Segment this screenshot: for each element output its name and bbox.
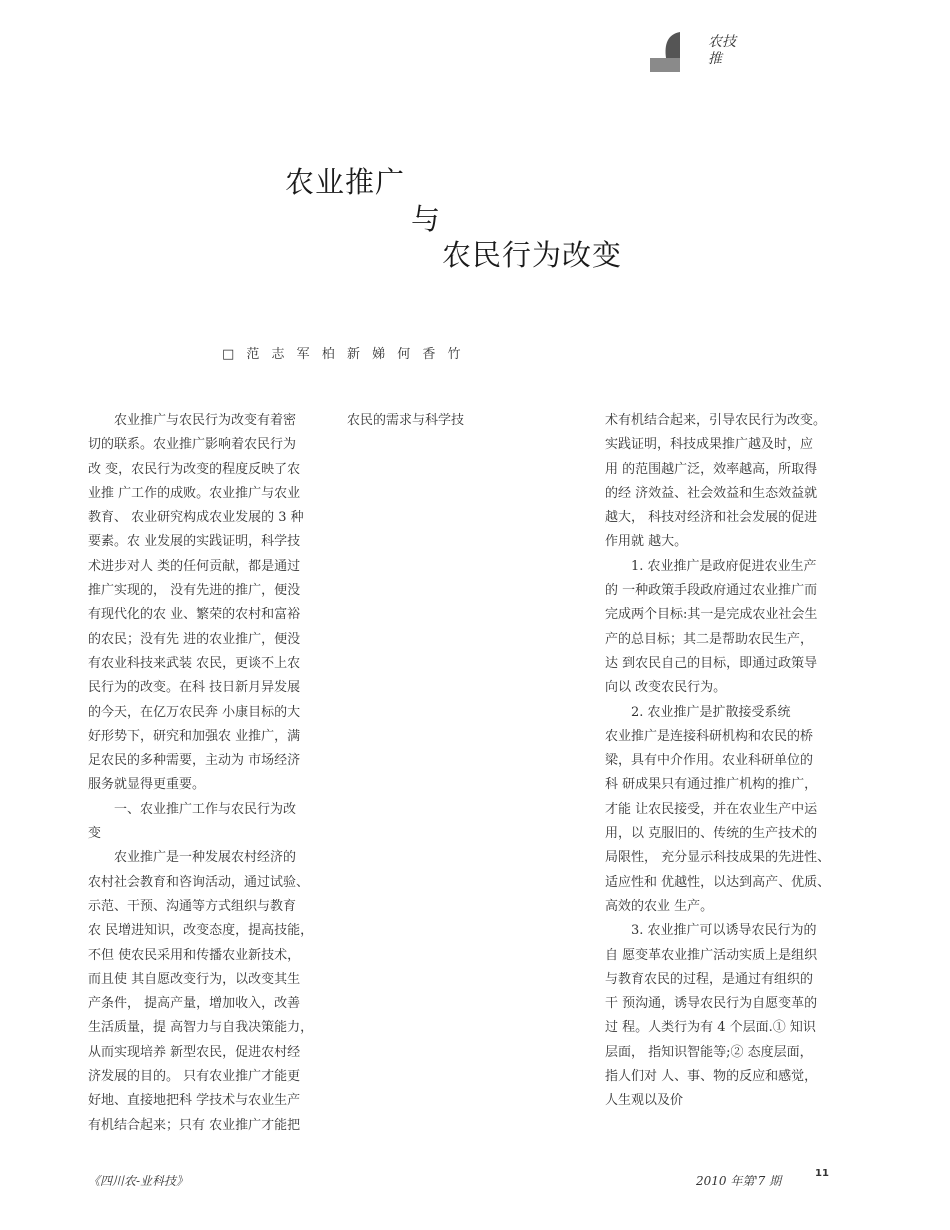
text-line: 农业推广是一种发展农村经济的 xyxy=(88,850,297,866)
text-line: 2. 农业推广是扩散接受系统 xyxy=(605,704,791,720)
text-line: 农村社会教育和咨询活动，通过试验、 xyxy=(88,874,310,890)
text-line: 变 xyxy=(88,826,102,842)
text-line: 过 程。人类行为有 4 个层面.① 知识 xyxy=(605,1020,816,1036)
text-line: 科 研成果只有通过推广机构的推广， xyxy=(605,777,818,793)
text-line: 农业推广是连接科研机构和农民的桥 xyxy=(605,728,814,744)
text-line: 实践证明，科技成果推广越及时，应 xyxy=(605,437,814,453)
text-line: 的 一种政策手段政府通过农业推广而 xyxy=(605,583,818,599)
text-line: 足农民的多种需要，主动为 市场经济 xyxy=(88,753,301,769)
text-line: 切的联系。农业推广影响着农民行为 xyxy=(88,437,297,453)
text-line: 高效的农业 生产。 xyxy=(605,898,714,914)
text-line: 3. 农业推广可以诱导农民行为的 xyxy=(605,923,817,939)
text-line: 用 的范围越广泛，效率越高，所取得 xyxy=(605,461,818,477)
text-line: 产条件， 提高产量，增加收入，改善 xyxy=(88,996,301,1012)
text-column-1 xyxy=(88,409,313,1138)
journal-section-logo-icon xyxy=(650,32,680,72)
text-line: 有现代化的农 业、繁荣的农村和富裕 xyxy=(88,607,301,623)
text-line: 而且使 其自愿改变行为，以改变其生 xyxy=(88,971,301,987)
text-line: 梁，具有中介作用。农业科研单位的 xyxy=(605,753,814,769)
text-line: 从而实现培养 新型农民，促进农村经 xyxy=(88,1044,301,1060)
text-line: 服务就显得更重要。 xyxy=(88,777,206,793)
text-line: 作用就 越大。 xyxy=(605,534,688,550)
section-label-line-1: 农技 xyxy=(708,34,736,50)
text-line: 的经 济效益、社会效益和生态效益就 xyxy=(605,485,818,501)
text-line: 适应性和 优越性，以达到高产、优质、 xyxy=(605,874,831,890)
text-line: 局限性， 充分显示科技成果的先进性、 xyxy=(605,850,831,866)
text-line: 术进步对人 类的任何贡献，都是通过 xyxy=(88,558,301,574)
text-line: 用，以 克服旧的、传统的生产技术的 xyxy=(605,826,818,842)
text-line: 不但 使农民采用和传播农业新技术， xyxy=(88,947,301,963)
text-line: 业推 广工作的成败。农业推广与农业 xyxy=(88,485,301,501)
text-line: 层面， 指知识智能等;② 态度层面， xyxy=(605,1044,813,1060)
text-line: 向以 改变农民行为。 xyxy=(605,680,727,696)
text-line: 示范、干预、沟通等方式组织与教育 xyxy=(88,898,297,914)
text-line: 有农业科技来武装 农民，更谈不上农 xyxy=(88,655,301,671)
text-line: 干 预沟通，诱导农民行为自愿变革的 xyxy=(605,996,818,1012)
text-line: 人生观以及价 xyxy=(605,1093,684,1109)
text-line: 才能 让农民接受，并在农业生产中运 xyxy=(605,801,818,817)
text-line: 有机结合起来；只有 农业推广才能把 xyxy=(88,1117,301,1133)
section-label xyxy=(708,34,736,68)
article-title-line-3: 农民行为改变 xyxy=(442,238,623,272)
text-line: 指人们对 人、事、物的反应和感觉， xyxy=(605,1069,818,1085)
text-line: 越大， 科技对经济和社会发展的促进 xyxy=(605,510,818,526)
article-title-line-2: 与 xyxy=(411,202,442,236)
text-line: 推广实现的， 没有先进的推广，便没 xyxy=(88,583,301,599)
text-line: 与教育农民的过程，是通过有组织的 xyxy=(605,971,814,987)
text-line: 民行为的改变。在科 技日新月异发展 xyxy=(88,680,301,696)
text-line: 好形势下，研究和加强农 业推广，满 xyxy=(88,728,301,744)
text-line: 1. 农业推广是政府促进农业生产 xyxy=(605,558,817,574)
text-column-2 xyxy=(347,409,464,433)
text-line: 术有机结合起来，引导农民行为改变。 xyxy=(605,413,827,428)
text-line: 改 变，农民行为改变的程度反映了农 xyxy=(88,461,301,477)
article-title-line-1: 农业推广 xyxy=(285,165,406,199)
author-line: □ 范 志 军 柏 新 娣 何 香 竹 xyxy=(222,347,465,362)
text-line: 一、农业推广工作与农民行为改 xyxy=(88,801,297,817)
text-line: 生活质量，提 高智力与自我决策能力， xyxy=(88,1020,314,1036)
text-line: 要素。农 业发展的实践证明，科学技 xyxy=(88,534,301,550)
text-line: 农民的需求与科学技 xyxy=(347,413,465,428)
text-line: 的农民；没有先 进的农业推广，便没 xyxy=(88,631,301,647)
text-line: 济发展的目的。 只有农业推广才能更 xyxy=(88,1069,301,1085)
text-line: 完成两个目标:其一是完成农业社会生 xyxy=(605,607,818,623)
text-line: 好地、直接地把科 学技术与农业生产 xyxy=(88,1093,301,1109)
text-line: 农业推广与农民行为改变有着密 xyxy=(88,413,297,428)
section-label-line-2: 推 xyxy=(708,51,722,67)
text-line: 产的总目标；其二是帮助农民生产， xyxy=(605,631,814,647)
text-line: 的今天，在亿万农民奔 小康目标的大 xyxy=(88,704,301,720)
journal-name: 《四川农-业科技》 xyxy=(88,1174,189,1188)
text-line: 达 到农民自己的目标，即通过政策导 xyxy=(605,655,818,671)
issue-number: 2010 年第'7 期 xyxy=(696,1174,782,1188)
text-line: 教育、 农业研究构成农业发展的 3 种 xyxy=(88,510,304,526)
text-line: 农 民增进知识，改变态度，提高技能， xyxy=(88,923,314,939)
text-column-3 xyxy=(605,409,830,1114)
page-number: 11 xyxy=(815,1168,829,1179)
text-line: 自 愿变革农业推广活动实质上是组织 xyxy=(605,947,818,963)
